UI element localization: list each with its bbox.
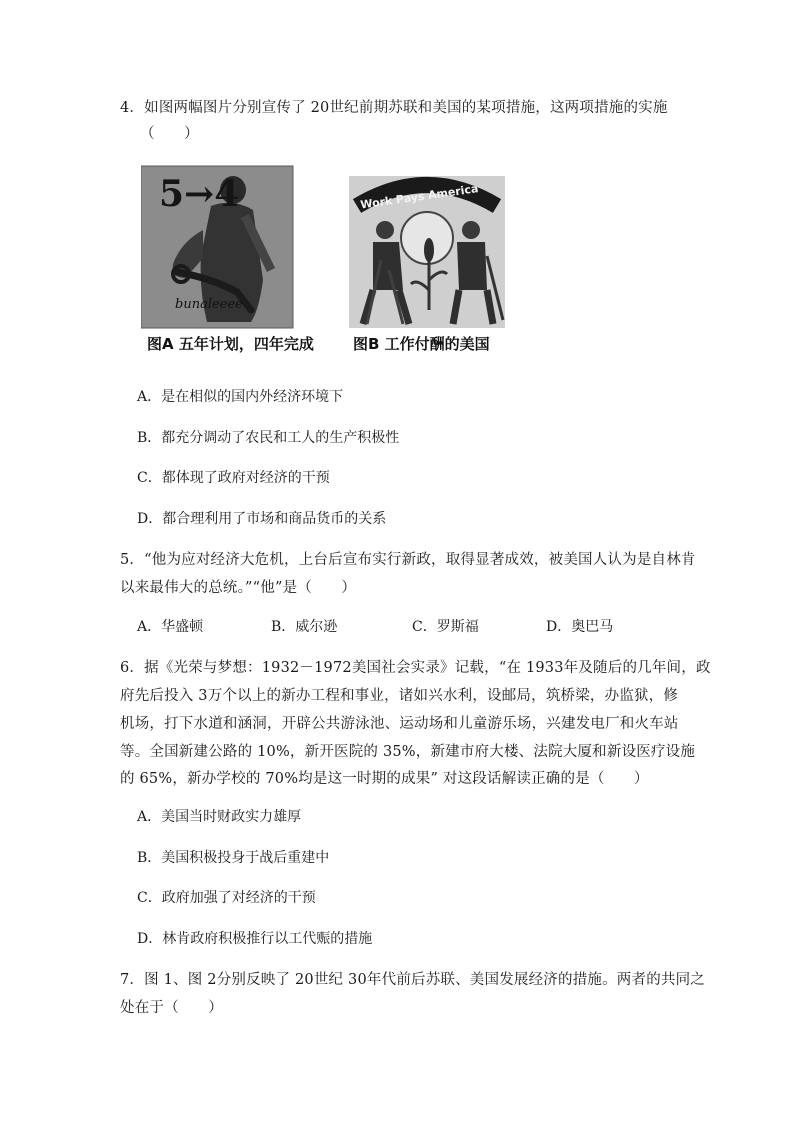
figure-a-caption: 图A 五年计划，四年完成 <box>147 335 314 353</box>
poster-a-top-text: 5→4 <box>159 173 240 215</box>
q5-option-a: A．华盛顿 <box>137 619 204 635</box>
q6-option-d: D．林肯政府积极推行以工代赈的措施 <box>137 931 373 947</box>
q6-option-a: A．美国当时财政实力雄厚 <box>137 809 302 825</box>
q4-stem-line1: 4．如图两幅图片分别宣传了 20世纪前期苏联和美国的某项措施，这两项措施的实施 <box>120 100 668 116</box>
q6-option-b: B．美国积极投身于战后重建中 <box>137 850 330 866</box>
q6-stem-line2: 府先后投入 3万个以上的新办工程和事业，诸如兴水利，设邮局，筑桥梁，办监狱，修 <box>120 688 679 704</box>
q7-stem-line2: 处在于（ ） <box>120 1000 223 1016</box>
q5-option-c: C．罗斯福 <box>412 619 479 635</box>
q5-stem-line1: 5．“他为应对经济大危机，上台后宣布实行新政，取得显著成效，被美国人认为是自林肯 <box>120 552 696 568</box>
poster-a-bottom-text: bunaleeee <box>175 297 243 312</box>
q5-option-b: B．威尔逊 <box>271 619 338 635</box>
q4-option-a: A．是在相似的国内外经济环境下 <box>137 389 344 405</box>
q6-stem-line1: 6．据《光荣与梦想：1932－1972美国社会实录》记载，“在 1933年及随后的几年间，政 <box>120 660 711 676</box>
figure-b-caption: 图B 工作付酬的美国 <box>353 335 490 353</box>
q4-option-b: B．都充分调动了农民和工人的生产积极性 <box>137 430 400 446</box>
q4-figure-image <box>141 160 505 362</box>
q5-option-d: D．奥巴马 <box>546 619 614 635</box>
q4-answer-bracket: （ ） <box>140 126 199 142</box>
q4-option-c: C．都体现了政府对经济的干预 <box>137 470 330 486</box>
q6-stem-line5: 的 65%，新办学校的 70%均是这一时期的成果” 对这段话解读正确的是（ ） <box>120 771 649 787</box>
q4-option-d: D．都合理利用了市场和商品货币的关系 <box>137 511 387 527</box>
q6-stem-line3: 机场，打下水道和涵洞，开辟公共游泳池、运动场和儿童游乐场，兴建发电厂和火车站 <box>120 716 679 732</box>
q7-stem-line1: 7．图 1、图 2分别反映了 20世纪 30年代前后苏联、美国发展经济的措施。两者的共同之 <box>120 972 706 988</box>
q6-stem-line4: 等。全国新建公路的 10%，新开医院的 35%，新建市府大楼、法院大厦和新设医疗设施 <box>120 744 696 760</box>
q4-figure <box>141 160 505 362</box>
q6-option-c: C．政府加强了对经济的干预 <box>137 890 316 906</box>
q5-stem-line2: 以来最伟大的总统。”“他”是（ ） <box>120 580 357 596</box>
poster-b-banner: Work Pays America <box>359 182 480 212</box>
